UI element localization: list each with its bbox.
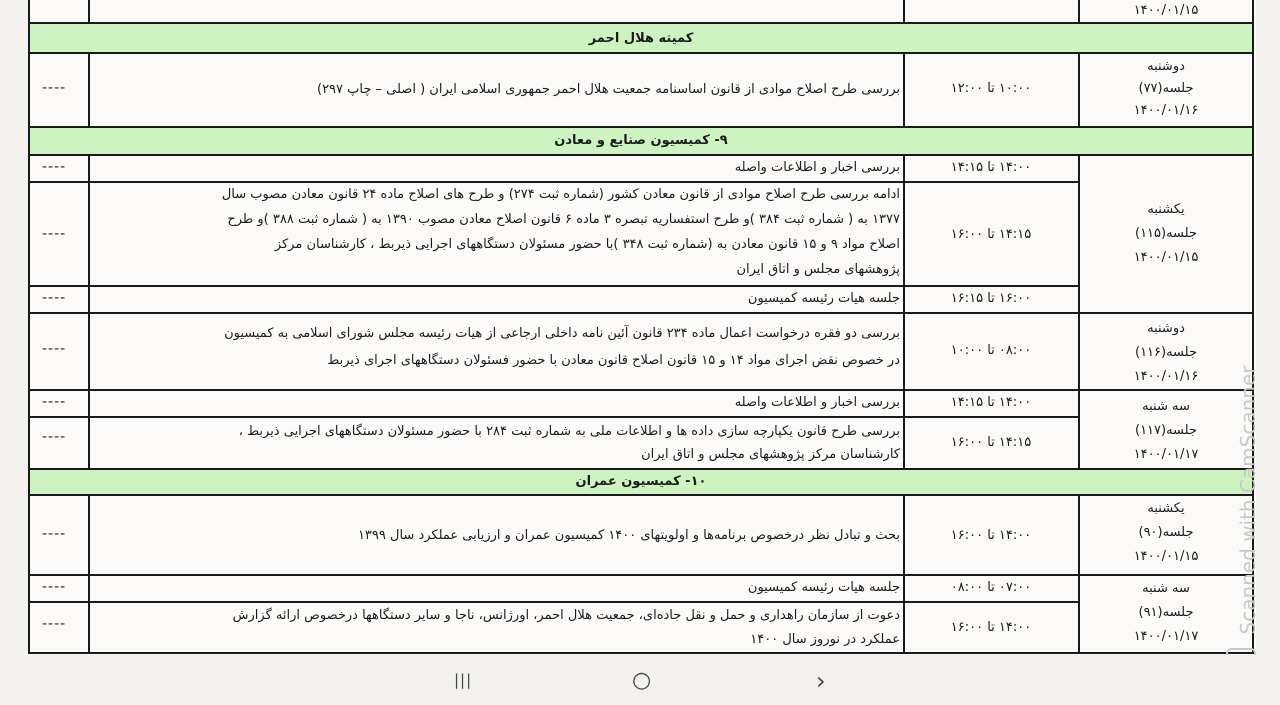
- industries-row-1-note: ----: [42, 159, 67, 175]
- civil-row-1-time: ۱۴:۰۰ تا ۱۶:۰۰: [950, 528, 1032, 543]
- industries-row-5-note: ----: [42, 394, 67, 410]
- hilal-time: ۱۰:۰۰ تا ۱۲:۰۰: [950, 81, 1032, 96]
- rule: [28, 494, 1254, 496]
- civil-session-1: جلسه(۹۰): [1138, 525, 1194, 540]
- industries-row-2-note: ----: [42, 226, 67, 242]
- industries-session-3: جلسه(۱۱۷): [1134, 423, 1197, 438]
- rule: [28, 52, 1254, 54]
- civil-row-3-note: ----: [42, 616, 67, 632]
- schedule-sheet: [28, 0, 1256, 655]
- hilal-day: دوشنبه: [1147, 59, 1185, 74]
- industries-day-1: یکشنبه: [1147, 202, 1185, 217]
- rule: [88, 52, 90, 128]
- industries-row-4-note: ----: [42, 341, 67, 357]
- industries-row-5-line-1: بررسی اخبار و اطلاعات واصله: [734, 395, 900, 410]
- civil-session-2: جلسه(۹۱): [1138, 605, 1194, 620]
- industries-date-2: ۱۴۰۰/۰۱/۱۶: [1133, 369, 1199, 384]
- industries-row-3-time: ۱۶:۰۰ تا ۱۶:۱۵: [950, 291, 1032, 306]
- industries-day-2: دوشنبه: [1147, 321, 1185, 336]
- civil-row-2-note: ----: [42, 579, 67, 595]
- rule: [28, 126, 1254, 128]
- industries-row-1-line-1: بررسی اخبار و اطلاعات واصله: [734, 160, 900, 175]
- industries-row-6-line-1: بررسی طرح قانون یکپارچه سازی داده ها و اطلاعات ملی به شماره ثبت ۲۸۴ با حضور مسئولان دستگاههای اجرایی ذیربط ،: [238, 424, 900, 439]
- rule: [28, 0, 30, 654]
- civil-row-3-time: ۱۴:۰۰ تا ۱۶:۰۰: [950, 620, 1032, 635]
- industries-row-3-line-1: جلسه هیات رئیسه کمیسیون: [747, 291, 900, 306]
- hilal-session: جلسه(۷۷): [1138, 81, 1194, 96]
- civil-row-1-note: ----: [42, 526, 67, 542]
- hilal-date: ۱۴۰۰/۰۱/۱۶: [1133, 103, 1199, 118]
- industries-date-3: ۱۴۰۰/۰۱/۱۷: [1133, 447, 1199, 462]
- industries-row-2-time: ۱۴:۱۵ تا ۱۶:۰۰: [950, 227, 1032, 242]
- watermark-text: Scanned with CamScanner: [1236, 365, 1260, 635]
- back-button[interactable]: ›: [816, 667, 826, 695]
- industries-row-4-line-2: در خصوص نقض اجرای مواد ۱۴ و ۱۵ قانون اصلاح قانون معادن با حضور فسئولان دستگاههای اجرای ذیربط: [327, 353, 900, 368]
- rule: [28, 601, 1078, 603]
- rule: [28, 416, 1078, 418]
- civil-row-2-line-1: جلسه هیات رئیسه کمیسیون: [747, 580, 900, 595]
- civil-row-3-line-1: دعوت از سازمان راهداری و حمل و نقل جاده‌ای، جمعیت هلال احمر، اورژانس، ناجا و سایر دستگاهها درخصوص ارائه گزارش: [232, 608, 900, 623]
- industries-row-5-time: ۱۴:۰۰ تا ۱۴:۱۵: [950, 395, 1032, 410]
- civil-row-2-time: ۰۷:۰۰ تا ۰۸:۰۰: [950, 580, 1032, 595]
- industries-row-6-line-2: کارشناسان مرکز پژوهشهای مجلس و اتاق ایران: [641, 447, 900, 462]
- rule: [903, 494, 905, 654]
- civil-row-3-line-2: عملکرد در نوروز سال ۱۴۰۰: [750, 632, 900, 647]
- industries-row-2-line-3: اصلاح مواد ۹ و ۱۵ قانون معادن به (شماره ثبت ۳۴۸ )با حضور مسئولان دستگاههای اجرایی ذیربط ، کارشناسان مرکز: [274, 237, 900, 252]
- industries-row-6-note: ----: [42, 429, 67, 445]
- industries-row-3-note: ----: [42, 290, 67, 306]
- industries-day-3: سه شنبه: [1142, 399, 1190, 414]
- rule: [903, 0, 905, 24]
- industries-date-1: ۱۴۰۰/۰۱/۱۵: [1133, 250, 1199, 265]
- rule: [903, 154, 905, 470]
- hilal-note: ----: [42, 80, 67, 96]
- rule: [28, 312, 1254, 314]
- rule: [28, 22, 1254, 24]
- industries-row-2-line-4: پژوهشهای مجلس و اتاق ایران: [736, 262, 900, 277]
- recent-apps-button[interactable]: |||: [454, 671, 473, 689]
- industries-section-title: ۹- کمیسیون صنایع و معادن: [554, 133, 728, 148]
- industries-row-6-time: ۱۴:۱۵ تا ۱۶:۰۰: [950, 435, 1032, 450]
- rule: [88, 0, 90, 24]
- rule: [88, 154, 90, 470]
- rule: [28, 652, 1254, 654]
- industries-row-2-line-2: ۱۳۷۷ به ( شماره ثبت ۳۸۴ )و طرح استفساریه تبصره ۳ ماده ۶ قانون اصلاح معادن مصوب ۱۳۹۰ به ( شماره ثبت ۳۸۸ )و طرح: [227, 212, 900, 227]
- civil-date-2: ۱۴۰۰/۰۱/۱۷: [1133, 629, 1199, 644]
- civil-day-2: سه شنبه: [1142, 581, 1190, 596]
- industries-row-4-time: ۰۸:۰۰ تا ۱۰:۰۰: [950, 343, 1032, 358]
- industries-row-1-time: ۱۴:۰۰ تا ۱۴:۱۵: [950, 160, 1032, 175]
- civil-day-1: یکشنبه: [1147, 501, 1185, 516]
- hilal-agenda: بررسی طرح اصلاح موادی از قانون اساسنامه جمعیت هلال احمر جمهوری اسلامی ایران ( اصلی – چاپ ۲۹۷): [317, 82, 900, 97]
- industries-session-1: جلسه(۱۱۵): [1134, 226, 1197, 241]
- industries-row-2-line-1: ادامه بررسی طرح اصلاح موادی از قانون معادن کشور (شماره ثبت ۲۷۴) و طرح های اصلاح ماده ۲۴ قانون معادن مصوب سال: [221, 187, 900, 202]
- top-row-date: ۱۴۰۰/۰۱/۱۵: [1133, 3, 1199, 18]
- civil-row-1-line-1: بحث و تبادل نظر درخصوص برنامه‌ها و اولویتهای ۱۴۰۰ کمیسیون عمران و ارزیابی عملکرد سال ۱۳۹۹: [357, 528, 900, 543]
- rule: [903, 52, 905, 128]
- civil-date-1: ۱۴۰۰/۰۱/۱۵: [1133, 549, 1199, 564]
- industries-row-4-line-1: بررسی دو فقره درخواست اعمال ماده ۲۳۴ قانون آئین نامه داخلی ارجاعی از هیات رئیسه مجلس شورای اسلامی به کمیسیون: [224, 326, 900, 341]
- android-nav-bar: [0, 655, 1280, 705]
- camscanner-watermark: [1228, 320, 1268, 680]
- hilal-section-title: کمیته هلال احمر: [588, 31, 694, 46]
- industries-session-2: جلسه(۱۱۶): [1134, 345, 1197, 360]
- rule: [88, 494, 90, 654]
- home-button[interactable]: ○: [632, 668, 652, 693]
- civil-section-title: ۱۰- کمیسیون عمران: [575, 474, 707, 489]
